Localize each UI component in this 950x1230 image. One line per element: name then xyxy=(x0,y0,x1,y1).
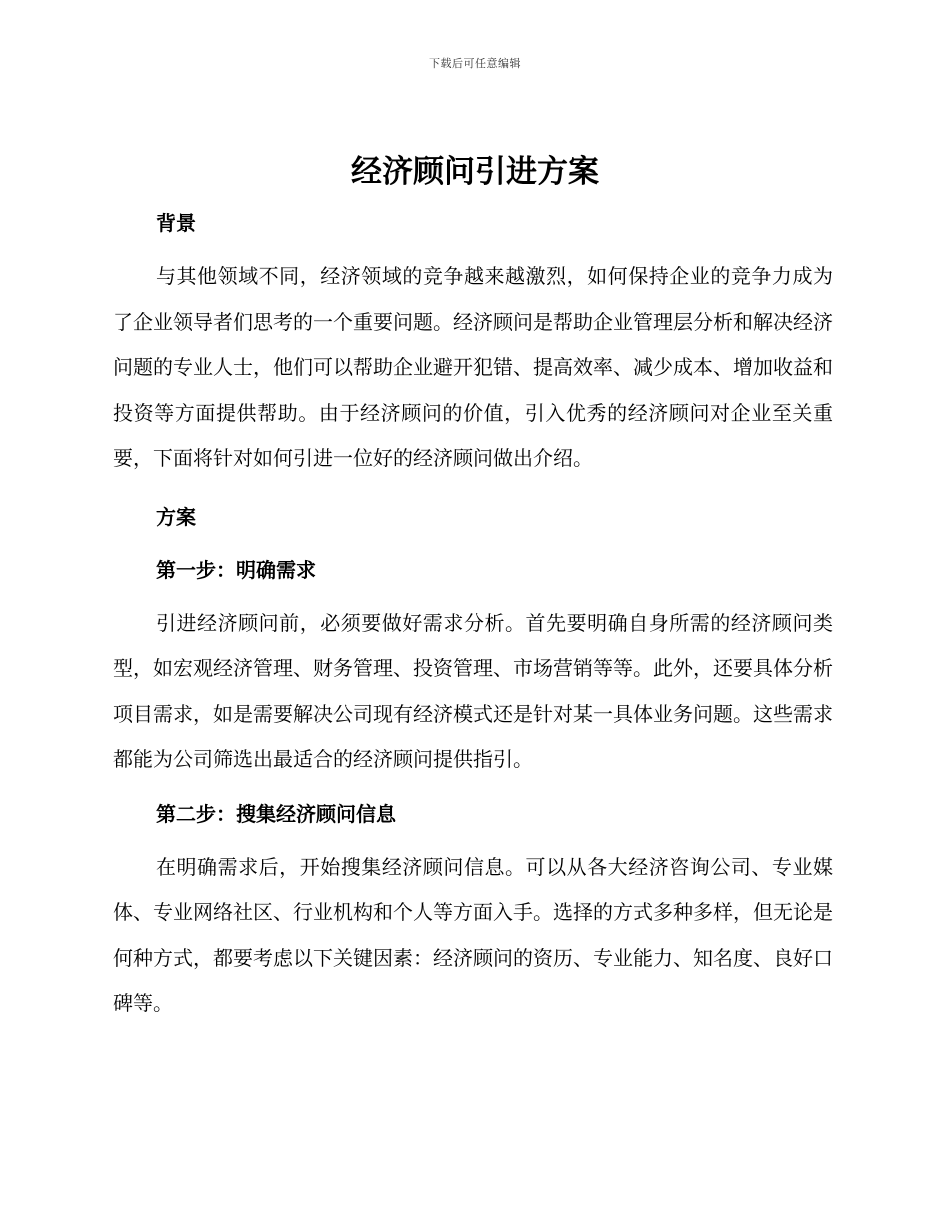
document-title: 经济顾问引进方案 xyxy=(351,154,599,190)
step1-paragraph: 引进经济顾问前，必须要做好需求分析。首先要明确自身所需的经济顾问类型，如宏观经济管理、财务管理、投资管理、市场营销等等。此外，还要具体分析项目需求，如是需要解决公司现有经济模式还是针对某一具体业务问题。这些需求都能为公司筛选出最适合的经济顾问提供指引。 xyxy=(113,610,833,771)
section-heading-plan: 方案 xyxy=(156,504,196,529)
spacer xyxy=(113,482,833,499)
spacer xyxy=(113,588,833,601)
step2-heading: 第二步：搜集经济顾问信息 xyxy=(156,801,396,826)
spacer xyxy=(113,241,833,254)
step2-paragraph: 在明确需求后，开始搜集经济顾问信息。可以从各大经济咨询公司、专业媒体、专业网络社区、行业机构和个人等方面入手。选择的方式多种多样，但无论是何种方式，都要考虑以下关键因素：经济顾问的资历、专业能力、知名度、良好口碑等。 xyxy=(113,854,833,1015)
header-note: 下载后可任意编辑 xyxy=(429,57,521,70)
background-paragraph: 与其他领域不同，经济领域的竞争越来越激烈，如何保持企业的竞争力成为了企业领导者们思考的一个重要问题。经济顾问是帮助企业管理层分析和解决经济问题的专业人士，他们可以帮助企业避开犯错、提高效率、减少成本、增加收益和投资等方面提供帮助。由于经济顾问的价值，引入优秀的经济顾问对企业至关重要，下面将针对如何引进一位好的经济顾问做出介绍。 xyxy=(113,264,833,470)
spacer xyxy=(113,832,833,845)
spacer xyxy=(113,535,833,552)
section-heading-background: 背景 xyxy=(156,211,196,235)
step1-heading: 第一步：明确需求 xyxy=(156,557,316,582)
spacer xyxy=(113,783,833,796)
document-body xyxy=(113,205,833,1027)
